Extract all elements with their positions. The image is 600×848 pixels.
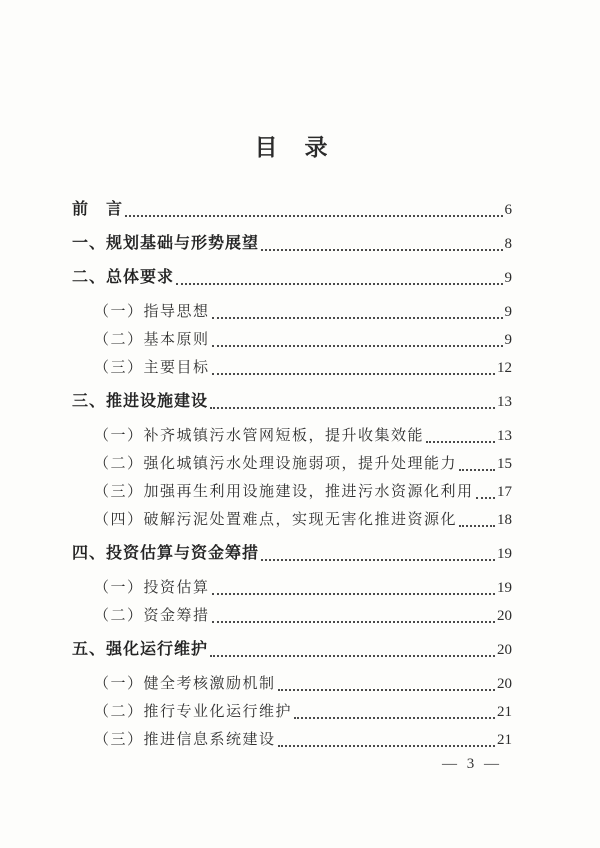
dot-leader (210, 343, 505, 344)
toc-entry-label: （一）指导思想 (94, 304, 210, 320)
dot-leader (276, 687, 497, 688)
dot-leader (123, 213, 504, 214)
toc-entry-label: （二）推行专业化运行维护 (94, 704, 293, 720)
toc-entry-page: 21 (497, 732, 512, 748)
dot-leader (210, 591, 497, 592)
dot-leader (210, 371, 497, 372)
dot-leader (457, 523, 497, 524)
toc-entry-page: 18 (497, 512, 512, 528)
toc-entry-label: （二）资金筹措 (94, 608, 210, 624)
toc-entry-label: （三）加强再生利用设施建设，推进污水资源化利用 (94, 484, 474, 500)
toc-entry-page: 20 (497, 676, 512, 692)
toc-entry-page: 13 (497, 428, 512, 444)
toc-entry (72, 264, 512, 292)
toc-entry-label: 五、强化运行维护 (72, 641, 209, 658)
toc-entry-label: （四）破解污泥处置难点，实现无害化推进资源化 (94, 512, 458, 528)
toc-entry-page: 6 (504, 202, 512, 218)
toc-entry-label: 前 言 (72, 201, 124, 218)
toc-entry (72, 196, 512, 224)
toc-entry (72, 422, 512, 450)
toc-entry (72, 230, 512, 258)
toc-entry-label: （一）投资估算 (94, 580, 210, 596)
toc-entry-label: （二）基本原则 (94, 332, 210, 348)
toc-entry-page: 9 (504, 270, 512, 286)
dot-leader (174, 281, 504, 282)
toc-entry-label: 二、总体要求 (72, 269, 175, 286)
dot-leader (208, 405, 497, 406)
toc-entry (72, 636, 512, 664)
toc-entry-page: 9 (504, 332, 512, 348)
toc-entry-label: （三）主要目标 (94, 360, 210, 376)
dot-leader (210, 315, 505, 316)
toc-entry-page: 9 (504, 304, 512, 320)
toc-entry-page: 15 (497, 456, 512, 472)
toc-entry (72, 670, 512, 698)
toc-entry-label: （二）强化城镇污水处理设施弱项，提升处理能力 (94, 456, 458, 472)
toc-entry-label: 三、推进设施建设 (72, 393, 209, 410)
dot-leader (259, 247, 504, 248)
toc-entry (72, 726, 512, 754)
toc-entry (72, 540, 512, 568)
toc-entry (72, 698, 512, 726)
toc-entry (72, 354, 512, 382)
toc-entry-page: 21 (497, 704, 512, 720)
toc-list (72, 196, 512, 754)
toc-entry (72, 450, 512, 478)
toc-entry (72, 602, 512, 630)
toc-entry (72, 298, 512, 326)
dot-leader (276, 743, 497, 744)
toc-entry-page: 19 (497, 546, 512, 562)
toc-entry-label: 一、规划基础与形势展望 (72, 235, 260, 252)
toc-entry (72, 478, 512, 506)
dot-leader (424, 439, 497, 440)
toc-entry (72, 506, 512, 534)
toc-entry-page: 8 (504, 236, 512, 252)
dot-leader (208, 653, 497, 654)
toc-entry-label: 四、投资估算与资金筹措 (72, 545, 260, 562)
dot-leader (292, 715, 497, 716)
toc-entry-page: 19 (497, 580, 512, 596)
toc-entry-page: 12 (497, 360, 512, 376)
toc-entry-label: （一）补齐城镇污水管网短板，提升收集效能 (94, 428, 425, 444)
dot-leader (210, 619, 497, 620)
toc-entry-page: 20 (497, 642, 512, 658)
dot-leader (474, 495, 497, 496)
toc-entry (72, 574, 512, 602)
toc-entry-label: （三）推进信息系统建设 (94, 732, 276, 748)
toc-entry-page: 13 (497, 394, 512, 410)
page-number-footer: — 3 — (442, 756, 502, 772)
toc-entry (72, 326, 512, 354)
toc-entry-label: （一）健全考核激励机制 (94, 676, 276, 692)
toc-entry-page: 17 (497, 484, 512, 500)
page-title: 目 录 (254, 134, 330, 160)
dot-leader (457, 467, 497, 468)
toc-entry (72, 388, 512, 416)
toc-entry-page: 20 (497, 608, 512, 624)
dot-leader (259, 557, 497, 558)
